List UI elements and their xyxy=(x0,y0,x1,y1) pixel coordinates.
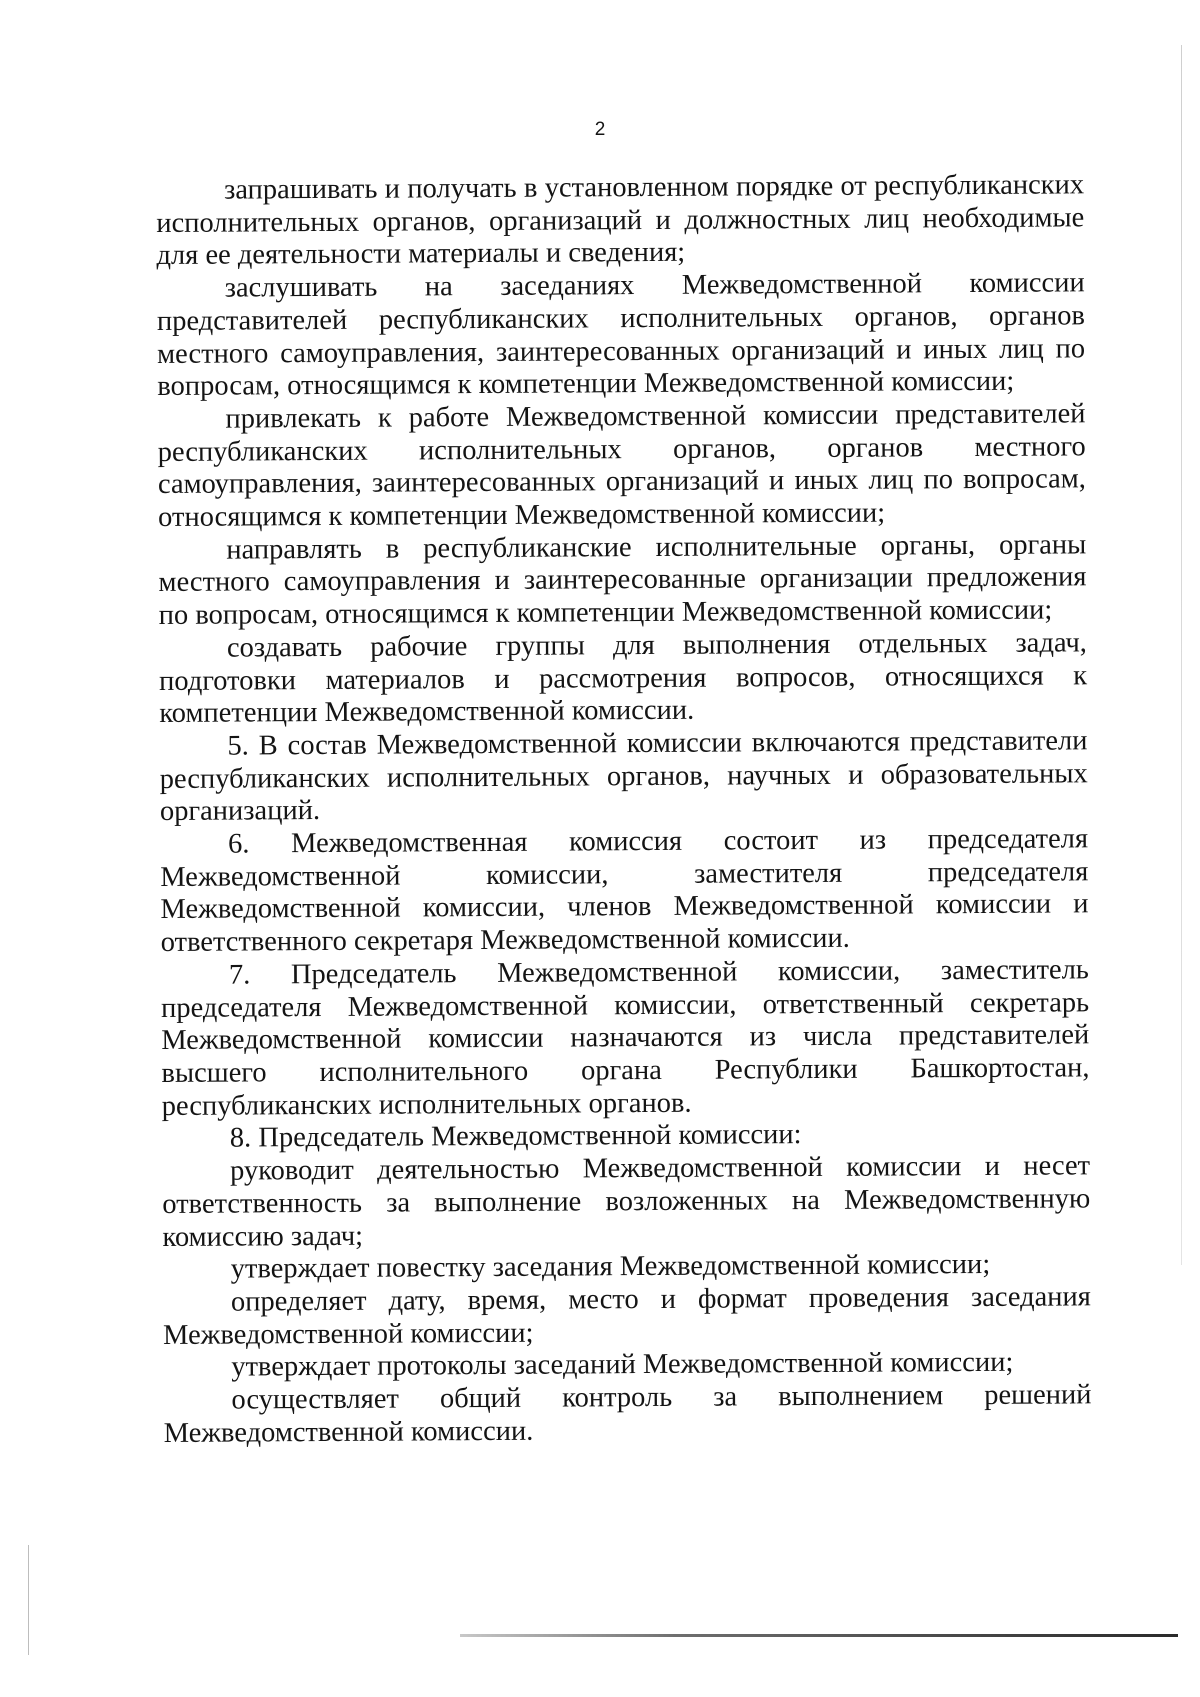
paragraph-chairman-approves-agenda: утверждает повестку заседания Межведомственной комиссии; xyxy=(230,1249,991,1285)
paragraph-chairman-controls: осуществляет общий контроль за выполнением решений Межведомственной комиссии. xyxy=(163,1379,1092,1449)
paragraph-chairman-leads: руководит деятельностью Межведомственной комиссии и несет ответственность за выполнение возложенных на Межведомственную комиссию задач; xyxy=(162,1150,1091,1253)
paragraph-request-materials: запрашивать и получать в установленном порядке от республиканских исполнительных органов, организаций и должностных лиц необходимые для ее деятельности материалы и сведения; xyxy=(156,169,1085,272)
paragraph-involve-representatives: привлекать к работе Межведомственной комиссии представителей республиканских исполнительных органов, органов местного самоуправления, заинтересованных организаций и иных лиц по вопросам, относящимся к компетенции Межведомственной комиссии; xyxy=(157,398,1086,534)
paragraph-item-5-composition: 5. В состав Межведомственной комиссии включаются представители республиканских исполнительных органов, научных и образовательных организаций. xyxy=(159,725,1088,828)
paragraph-item-8-chairman: 8. Председатель Межведомственной комиссии: xyxy=(229,1119,802,1154)
paragraph-create-working-groups: создавать рабочие группы для выполнения отдельных задач, подготовки материалов и рассмотрения вопросов, относящихся к компетенции Межведомственной комиссии. xyxy=(158,627,1088,730)
paragraph-item-6-structure: 6. Межведомственная комиссия состоит из председателя Межведомственной комиссии, заместителя председателя Межведомственной комиссии, членов Межведомственной комиссии и ответственного секретаря Межведомственной комиссии. xyxy=(160,823,1089,959)
scan-edge-line-right xyxy=(1181,45,1182,1265)
paragraph-chairman-approves-protocols: утверждает протоколы заседаний Межведомственной комиссии; xyxy=(231,1347,1014,1383)
paragraph-chairman-sets-date: определяет дату, время, место и формат проведения заседания Межведомственной комиссии; xyxy=(162,1281,1091,1351)
document-body xyxy=(156,169,1092,1450)
paragraph-send-proposals: направлять в республиканские исполнительные органы, органы местного самоуправления и заинтересованные организации предложения по вопросам, относящимся к компетенции Межведомственной комиссии; xyxy=(158,529,1087,632)
page-number: 2 xyxy=(594,119,606,140)
paragraph-hear-representatives: заслушивать на заседаниях Межведомственной комиссии представителей республиканских исполнительных органов, органов местного самоуправления, заинтересованных организаций и иных лиц по вопросам, относящимся к компетенции Межведомственной комиссии; xyxy=(156,267,1086,403)
scan-edge-line-left xyxy=(28,1545,29,1655)
paragraph-item-7-appointment: 7. Председатель Межведомственной комиссии, заместитель председателя Межведомственной комиссии, ответственный секретарь Межведомственной комиссии назначаются из числа представителей высшего исполнительного органа Республики Башкортостан, республиканских исполнительных органов. xyxy=(160,954,1090,1122)
scan-bottom-rule xyxy=(460,1634,1178,1637)
